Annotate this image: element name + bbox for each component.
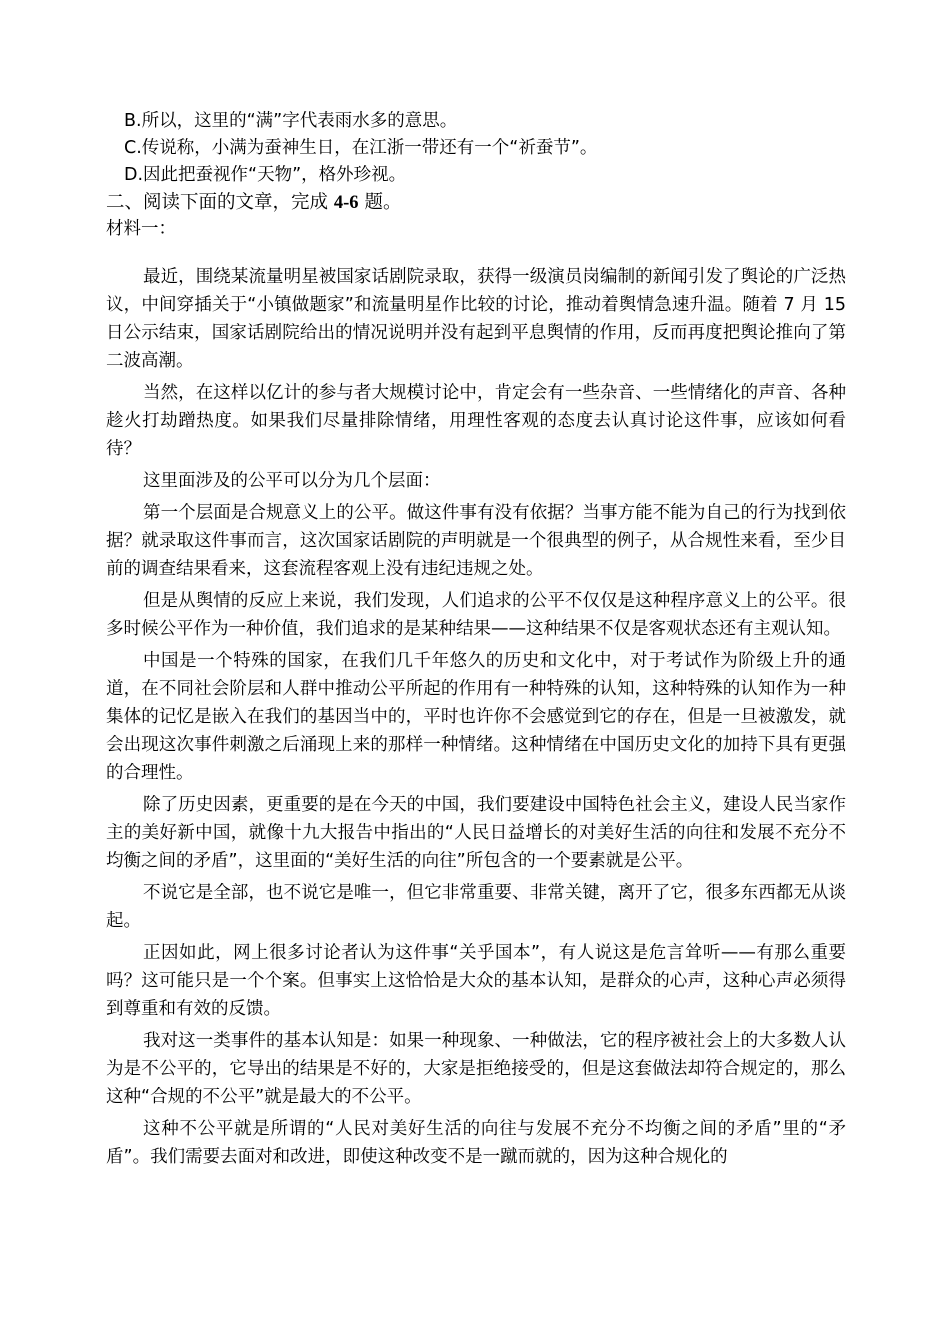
- section-heading-suffix: 题。: [358, 192, 402, 213]
- section-heading-prefix: 二、阅读下面的文章，完成: [106, 192, 334, 213]
- blank-line: [106, 243, 846, 263]
- paragraph-4: 第一个层面是合规意义上的公平。做这件事有没有依据？当事方能不能为自己的行为找到依据？就录取这件事而言，这次国家话剧院的声明就是一个很典型的例子，从合规性来看，至少目前的调查结果看来，这套流程客观上没有违纪违规之处。: [106, 503, 846, 579]
- paragraph-3: 这里面涉及的公平可以分为几个层面：: [143, 471, 441, 491]
- section-heading: [106, 189, 846, 216]
- paragraph-10: 我对这一类事件的基本认知是：如果一种现象、一种做法，它的程序被社会上的大多数人认为是不公平的，它导出的结果是不好的，大家是拒绝接受的，但是这套做法却符合规定的，那么这种“合规的不公平”就是最大的不公平。: [106, 1031, 846, 1107]
- option-d: D.因此把蚕视作“天物”，格外珍视。: [124, 165, 407, 185]
- question-range: 4-6: [333, 193, 359, 213]
- document-page: [106, 108, 846, 1175]
- option-c: C.传说称，小满为蚕神生日，在江浙一带还有一个“祈蚕节”。: [124, 138, 598, 158]
- option-b: B.所以，这里的“满”字代表雨水多的意思。: [124, 111, 458, 131]
- paragraph-6: 中国是一个特殊的国家，在我们几千年悠久的历史和文化中，对于考试作为阶级上升的通道，在不同社会阶层和人群中推动公平所起的作用有一种特殊的认知，这种特殊的认知作为一种集体的记忆是嵌入在我们的基因当中的，平时也许你不会感觉到它的存在，但是一旦被激发，就会出现这次事件刺激之后涌现上来的那样一种情绪。这种情绪在中国历史文化的加持下具有更强的合理性。: [106, 651, 846, 783]
- paragraph-1: 最近，围绕某流量明星被国家话剧院录取，获得一级演员岗编制的新闻引发了舆论的广泛热议，中间穿插关于“小镇做题家”和流量明星作比较的讨论，推动着舆情急速升温。随着 7 月 15 日公示结束，国家话剧院给出的情况说明并没有起到平息舆情的作用，反而再度把舆论推向了第二波高潮。: [106, 267, 846, 371]
- paragraph-5: 但是从舆情的反应上来说，我们发现，人们追求的公平不仅仅是这种程序意义上的公平。很多时候公平作为一种价值，我们追求的是某种结果——这种结果不仅是客观状态还有主观认知。: [106, 591, 846, 639]
- paragraph-9: 正因如此，网上很多讨论者认为这件事“关乎国本”，有人说这是危言耸听——有那么重要吗？这可能只是一个个案。但事实上这恰恰是大众的基本认知，是群众的心声，这种心声必须得到尊重和有效的反馈。: [106, 943, 846, 1019]
- paragraph-2: 当然，在这样以亿计的参与者大规模讨论中，肯定会有一些杂音、一些情绪化的声音、各种趁火打劫蹭热度。如果我们尽量排除情绪，用理性客观的态度去认真讨论这件事，应该如何看待？: [106, 383, 846, 459]
- paragraph-11: 这种不公平就是所谓的“人民对美好生活的向往与发展不充分不均衡之间的矛盾”里的“矛盾”。我们需要去面对和改进，即使这种改变不是一蹴而就的，因为这种合规化的: [106, 1119, 846, 1167]
- paragraph-8: 不说它是全部，也不说它是唯一，但它非常重要、非常关键，离开了它，很多东西都无从谈起。: [106, 883, 846, 931]
- material-label: 材料一：: [106, 219, 176, 239]
- paragraph-7: 除了历史因素，更重要的是在今天的中国，我们要建设中国特色社会主义，建设人民当家作主的美好新中国，就像十九大报告中指出的“人民日益增长的对美好生活的向往和发展不充分不均衡之间的矛盾”，这里面的“美好生活的向往”所包含的一个要素就是公平。: [106, 795, 846, 871]
